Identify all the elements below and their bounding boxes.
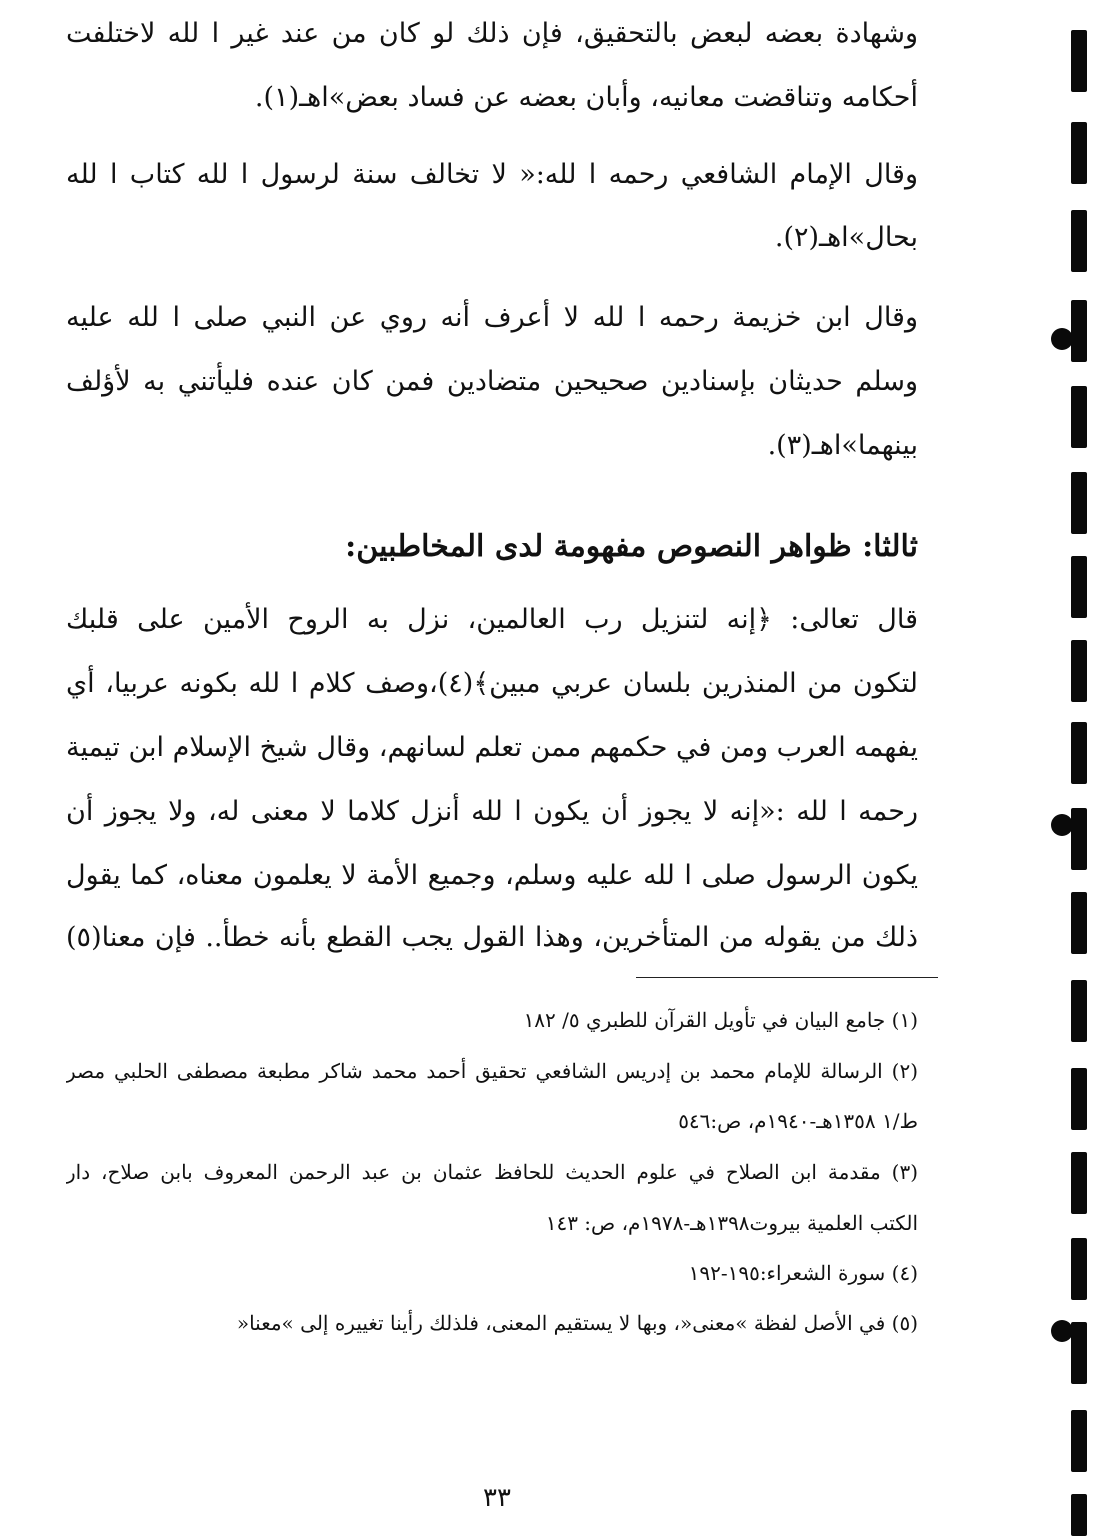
binding-bar — [1071, 122, 1087, 184]
footnote-2-line-1: (٢) الرسالة للإمام محمد بن إدريس الشافعي تحقيق أحمد محمد شاكر مطبعة مصطفى الحلبي مصر — [66, 1059, 918, 1083]
footnote-4: (٤) سورة الشعراء:١٩٥-١٩٢ — [688, 1261, 918, 1285]
paragraph-4-line-4: رحمه ا لله :«إنه لا يجوز أن يكون ا لله أنزل كلاما لا معنى له، ولا يجوز أن — [66, 796, 918, 827]
binding-bar — [1071, 300, 1087, 362]
binding-bar — [1071, 640, 1087, 702]
footnote-separator — [636, 977, 938, 978]
footnote-5: (٥) في الأصل لفظة »معنى«، وبها لا يستقيم المعنى، فلذلك رأينا تغييره إلى »معنا« — [236, 1311, 918, 1335]
binding-bar — [1071, 1238, 1087, 1300]
page-number: ٣٣ — [483, 1483, 511, 1513]
binding-bar — [1071, 472, 1087, 534]
binding-bar — [1071, 386, 1087, 448]
footnote-1: (١) جامع البيان في تأويل القرآن للطبري ٥/ ١٨٢ — [523, 1008, 918, 1032]
binding-marks — [1035, 0, 1095, 1536]
binding-bar — [1071, 1322, 1087, 1384]
binding-bar — [1071, 1152, 1087, 1214]
binding-bar — [1071, 808, 1087, 870]
footnote-3-line-2: الكتب العلمية بيروت١٣٩٨هـ-١٩٧٨م، ص: ١٤٣ — [545, 1211, 918, 1235]
paragraph-3-line-1: وقال ابن خزيمة رحمه ا لله لا أعرف أنه روي عن النبي صلى ا لله عليه — [66, 302, 918, 333]
binding-bar — [1071, 892, 1087, 954]
binding-bar — [1071, 556, 1087, 618]
footnote-3-line-1: (٣) مقدمة ابن الصلاح في علوم الحديث للحافظ عثمان بن عبد الرحمن المعروف بابن صلاح، دار — [66, 1160, 918, 1184]
paragraph-4-line-5: يكون الرسول صلى ا لله عليه وسلم، وجميع الأمة لا يعلمون معناه، كما يقول — [66, 860, 918, 891]
binding-bar — [1071, 980, 1087, 1042]
binding-bar — [1071, 1494, 1087, 1536]
binding-hole — [1051, 1320, 1073, 1342]
paragraph-4-line-1: قال تعالى: ﴿إنه لتنزيل رب العالمين، نزل به الروح الأمين على قلبك — [66, 604, 918, 635]
section-heading: ثالثا: ظواهر النصوص مفهومة لدى المخاطبين: — [345, 529, 918, 564]
binding-bar — [1071, 210, 1087, 272]
paragraph-2-line-1: وقال الإمام الشافعي رحمه ا لله:« لا تخالف سنة لرسول ا لله كتاب ا لله — [66, 159, 918, 190]
binding-bar — [1071, 30, 1087, 92]
binding-bar — [1071, 1068, 1087, 1130]
paragraph-1-line-2: أحكامه وتناقضت معانيه، وأبان بعضه عن فساد بعض»اهـ(١). — [254, 82, 918, 113]
binding-hole — [1051, 328, 1073, 350]
paragraph-2-line-2: بحال»اهـ(٢). — [774, 222, 918, 253]
paragraph-3-line-2: وسلم حديثان بإسنادين صحيحين متضادين فمن كان عنده فليأتني به لأؤلف — [66, 366, 918, 397]
paragraph-4-line-2: لتكون من المنذرين بلسان عربي مبين﴾(٤)،وصف كلام ا لله بكونه عربيا، أي — [66, 668, 918, 699]
binding-hole — [1051, 814, 1073, 836]
paragraph-4-line-6: ذلك من يقوله من المتأخرين، وهذا القول يجب القطع بأنه خطأ.. فإن معنا(٥) — [66, 922, 918, 953]
binding-bar — [1071, 722, 1087, 784]
footnote-2-line-2: ط/١ ١٣٥٨هـ-١٩٤٠م، ص:٥٤٦ — [678, 1109, 918, 1133]
binding-bar — [1071, 1410, 1087, 1472]
paragraph-3-line-3: بينهما»اهـ(٣). — [767, 430, 918, 461]
paragraph-1-line-1: وشهادة بعضه لبعض بالتحقيق، فإن ذلك لو كان من عند غير ا لله لاختلفت — [66, 18, 918, 49]
paragraph-4-line-3: يفهمه العرب ومن في حكمهم ممن تعلم لسانهم، وقال شيخ الإسلام ابن تيمية — [66, 732, 918, 763]
